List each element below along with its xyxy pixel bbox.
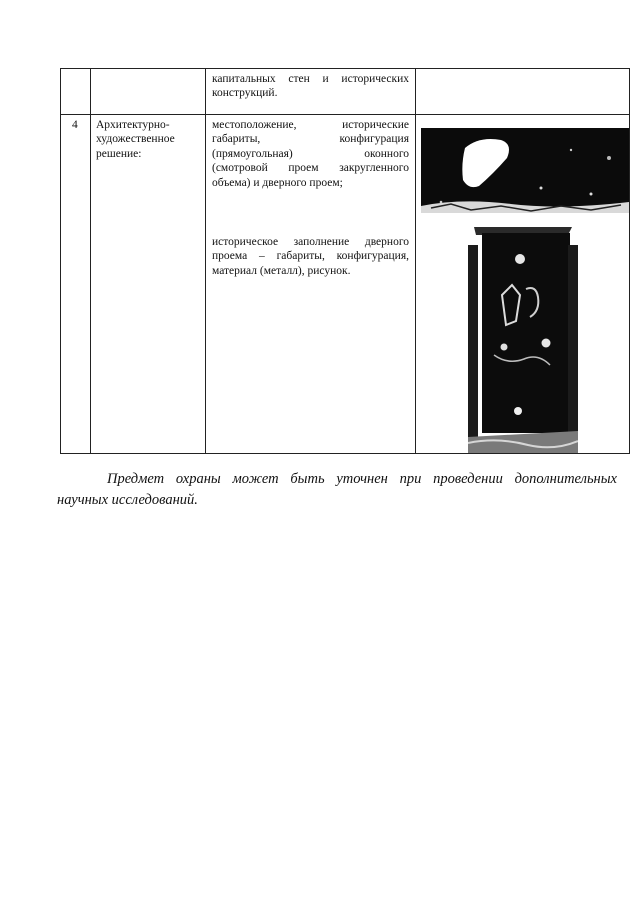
table-border-top	[60, 68, 630, 69]
description-line: объема) и дверного проем;	[212, 176, 343, 189]
description-line: конструкций.	[212, 87, 278, 100]
description-line: (смотровой проем закругленного	[212, 162, 409, 175]
door-photo	[468, 225, 578, 453]
historic-door-image	[468, 225, 578, 453]
protection-subject-note	[57, 469, 617, 511]
name-line: решение:	[96, 147, 142, 160]
table-column-divider	[205, 68, 206, 454]
table-row-description	[212, 118, 409, 190]
note-line: Предмет охраны может быть уточнен при проведении дополнительных	[107, 471, 617, 487]
window-opening-photo	[421, 128, 629, 213]
table-border-right	[629, 68, 630, 454]
table-column-divider	[90, 68, 91, 454]
table-row-description-2	[212, 235, 409, 278]
note-line: научных исследований.	[57, 492, 198, 508]
table-border-left	[60, 68, 61, 454]
table-row-name	[96, 118, 201, 161]
description-line: габариты, конфигурация	[212, 133, 409, 146]
description-line: проема – габариты, конфигурация,	[212, 250, 409, 263]
description-line: (прямоугольная) оконного	[212, 147, 409, 160]
table-column-divider	[415, 68, 416, 454]
name-line: Архитектурно-	[96, 119, 170, 131]
name-line: художественное	[96, 133, 175, 146]
table-row-prev-description	[212, 72, 409, 101]
table-row-divider	[60, 114, 630, 115]
table-border-bottom	[60, 453, 630, 454]
description-line: материал (металл), рисунок.	[212, 264, 351, 277]
table-row-number: 4	[72, 119, 78, 131]
protection-subject-table	[60, 68, 630, 454]
description-line: историческое заполнение дверного	[212, 236, 409, 248]
description-line: местоположение, исторические	[212, 119, 409, 131]
description-line: капитальных стен и исторических	[212, 73, 409, 85]
window-opening-image	[421, 128, 629, 213]
